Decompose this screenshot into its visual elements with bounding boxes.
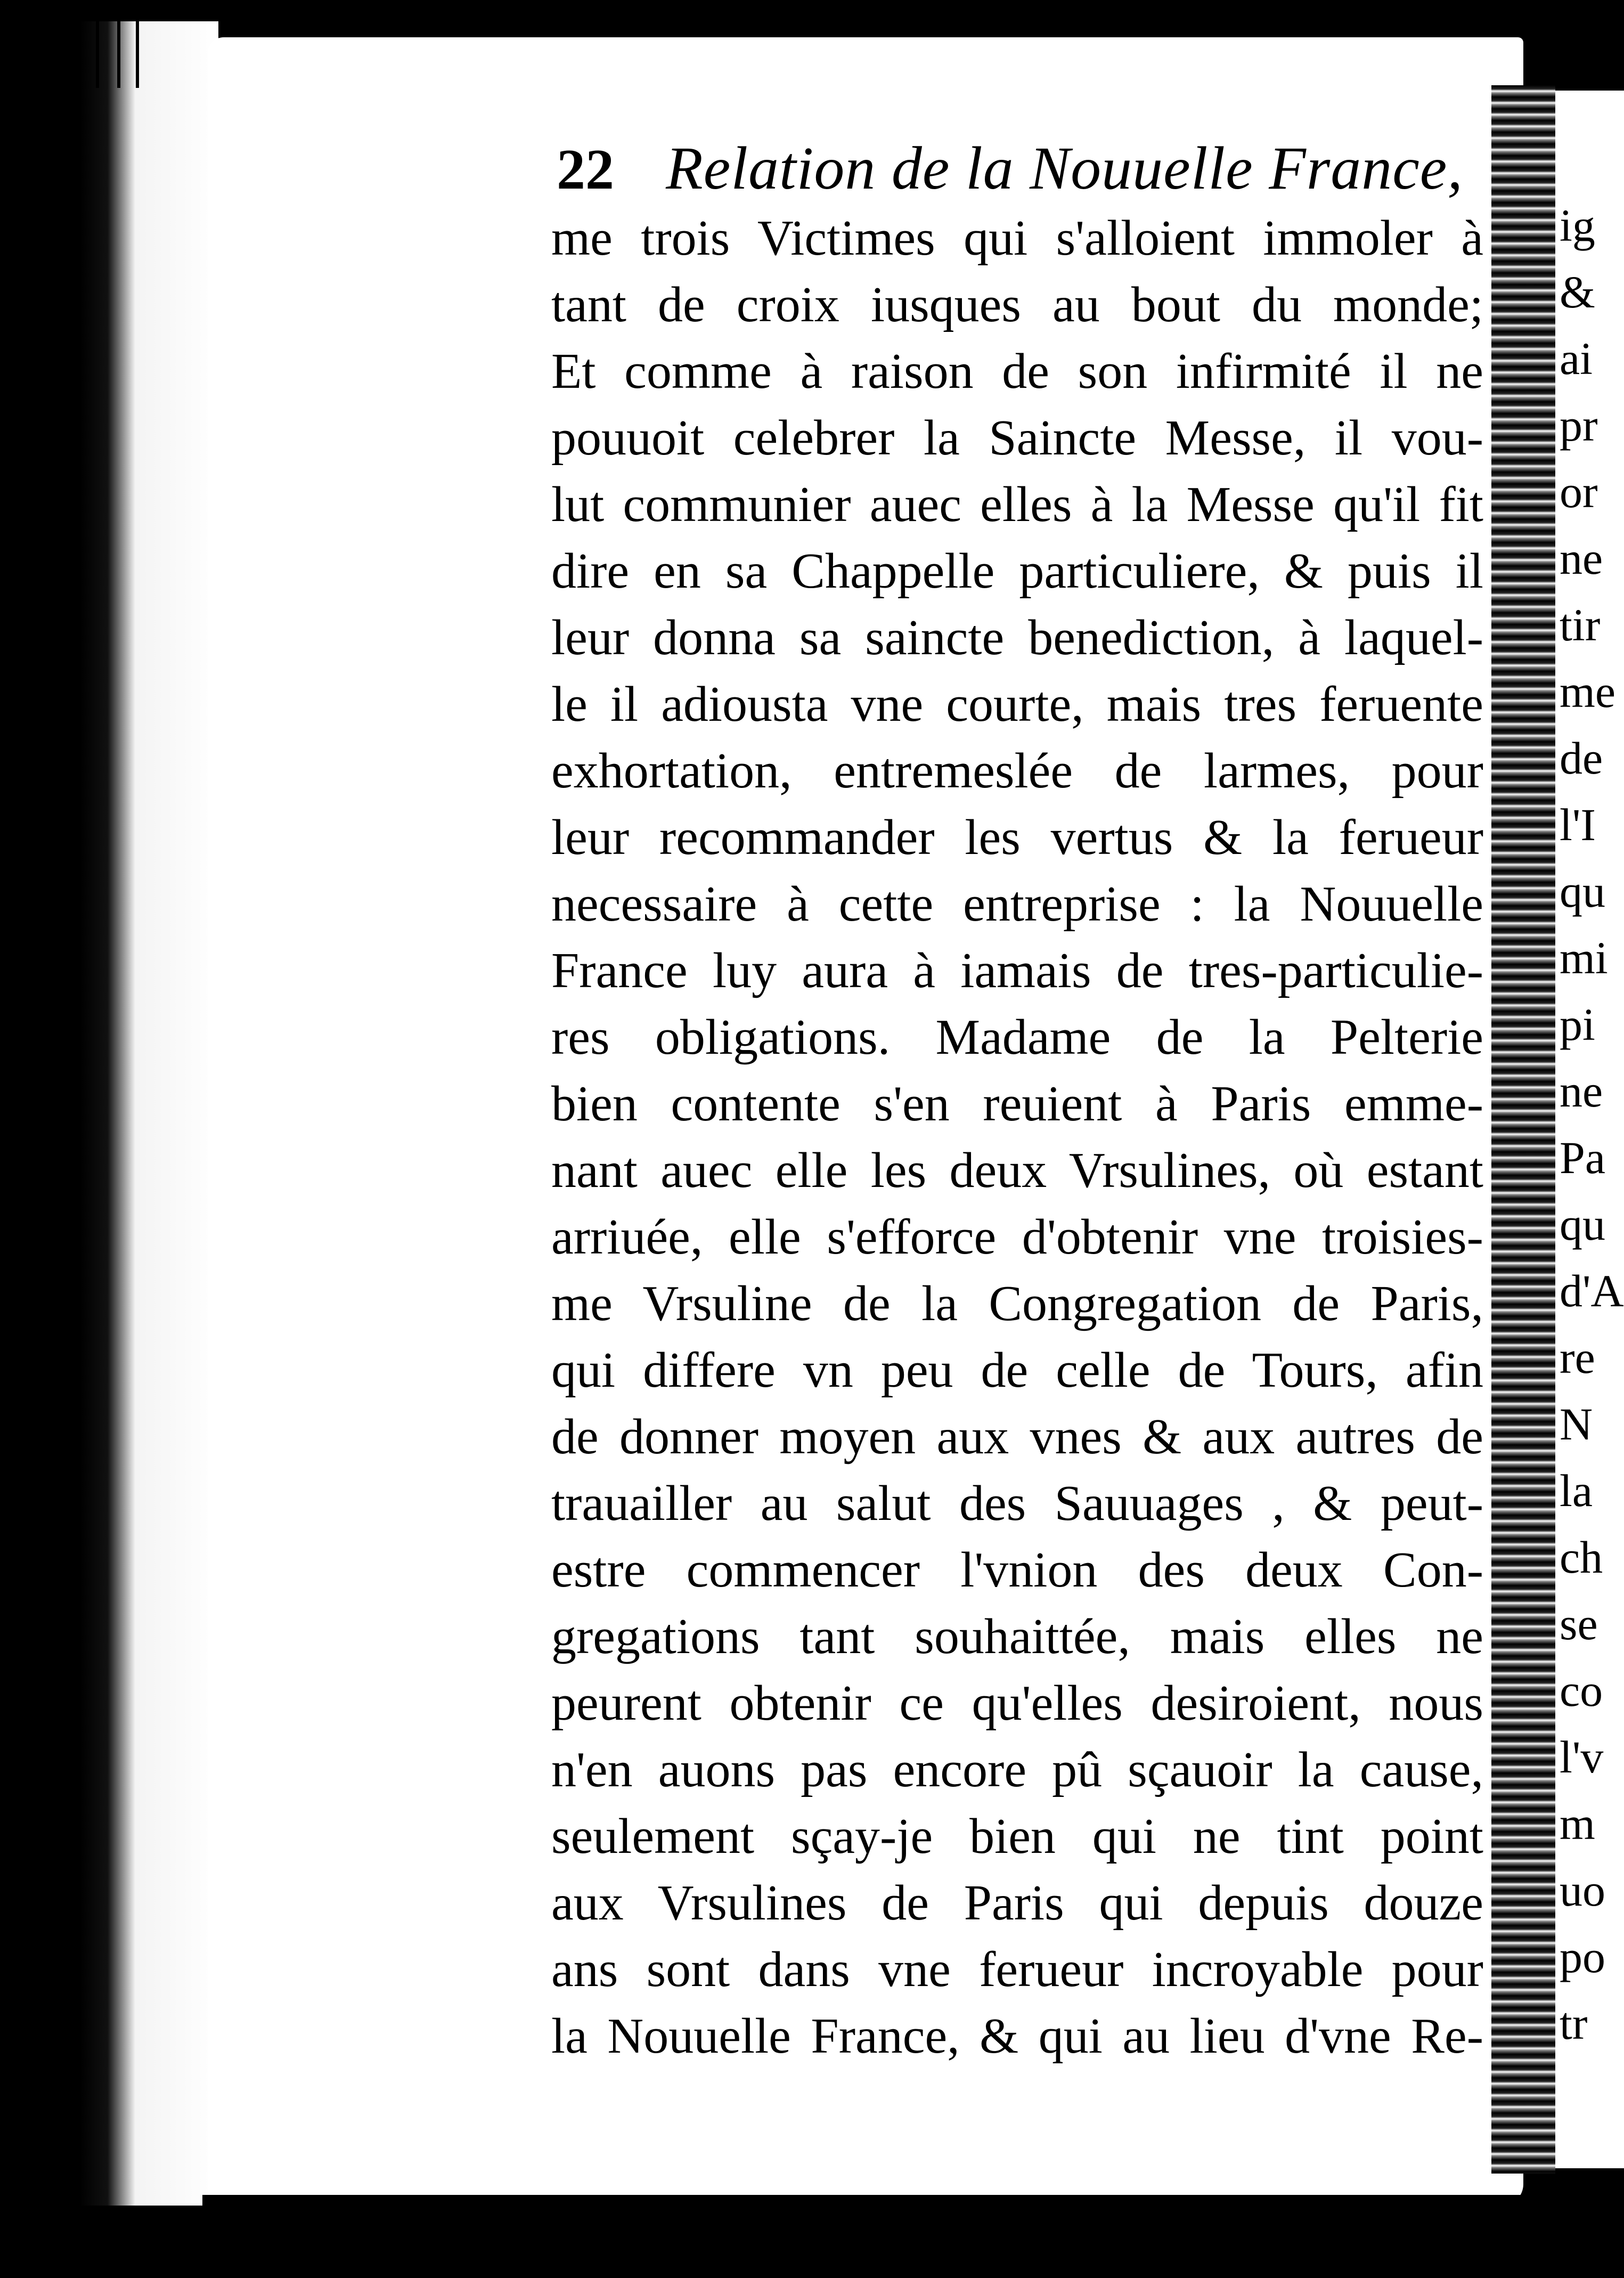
text-line: ans sont dans vne ferueur incroyable pour bbox=[551, 1942, 1483, 1997]
body-text bbox=[551, 205, 1483, 2070]
text-line: arriuée, elle s'efforce d'obtenir vne troisies- bbox=[551, 1209, 1483, 1265]
text-line: estre commencer l'vnion des deux Con- bbox=[551, 1542, 1483, 1598]
text-line: me trois Victimes qui s'alloient immoler à bbox=[551, 210, 1483, 266]
text-line: dire en sa Chappelle particuliere, & puis il bbox=[551, 543, 1483, 599]
facing-page-fragment: po bbox=[1560, 1931, 1605, 1982]
page-header bbox=[557, 133, 1462, 213]
text-line: gregations tant souhaittée, mais elles ne bbox=[551, 1609, 1483, 1664]
facing-page-fragment: Pa bbox=[1560, 1132, 1605, 1183]
text-line: necessaire à cette entreprise : la Nouuelle bbox=[551, 876, 1483, 932]
facing-page-fragment: uo bbox=[1560, 1865, 1605, 1916]
facing-page-fragment: l'I bbox=[1560, 799, 1596, 850]
gutter-shadow bbox=[1491, 85, 1555, 2174]
facing-page-fragment: ch bbox=[1560, 1532, 1603, 1583]
text-line: lut communier auec elles à la Messe qu'il fit bbox=[551, 477, 1483, 532]
facing-page-fragment: tr bbox=[1560, 1998, 1588, 2049]
page-number: 22 bbox=[557, 138, 614, 201]
text-line: me Vrsuline de la Congregation de Paris, bbox=[551, 1276, 1483, 1331]
text-line: seulement sçay-je bien qui ne tint point bbox=[551, 1809, 1483, 1864]
facing-page-fragment: se bbox=[1560, 1598, 1598, 1649]
text-line: pouuoit celebrer la Saincte Messe, il vou- bbox=[551, 410, 1483, 466]
text-line: tant de croix iusques au bout du monde; bbox=[551, 277, 1483, 332]
facing-page-fragment: N bbox=[1560, 1398, 1593, 1450]
text-line: de donner moyen aux vnes & aux autres de bbox=[551, 1409, 1483, 1465]
facing-page-fragment: l'v bbox=[1560, 1731, 1604, 1783]
text-line: exhortation, entremeslée de larmes, pour bbox=[551, 743, 1483, 799]
facing-page-fragment: de bbox=[1560, 733, 1603, 784]
text-line: res obligations. Madame de la Pelterie bbox=[551, 1010, 1483, 1065]
facing-page-fragment: ai bbox=[1560, 333, 1593, 384]
text-line: bien contente s'en reuient à Paris emme- bbox=[551, 1076, 1483, 1132]
facing-page-fragment: re bbox=[1560, 1332, 1595, 1383]
facing-page-fragment: ne bbox=[1560, 533, 1603, 584]
facing-page-fragment: or bbox=[1560, 466, 1598, 517]
text-line: leur recommander les vertus & la ferueur bbox=[551, 810, 1483, 865]
text-line: aux Vrsulines de Paris qui depuis douze bbox=[551, 1875, 1483, 1931]
facing-page-fragment: & bbox=[1560, 266, 1595, 318]
previous-leaves-edge bbox=[80, 21, 218, 2206]
facing-page-fragment: la bbox=[1560, 1465, 1593, 1516]
text-line: n'en auons pas encore pû sçauoir la cause, bbox=[551, 1742, 1483, 1797]
facing-page-fragment: d'A bbox=[1560, 1265, 1624, 1316]
facing-page-fragment: mi bbox=[1560, 932, 1608, 983]
facing-page-fragment: m bbox=[1560, 1798, 1595, 1849]
bottom-shadow bbox=[202, 2195, 1619, 2248]
running-title: Relation de la Nouuelle France, bbox=[666, 134, 1463, 202]
text-line: trauailler au salut des Sauuages , & peut- bbox=[551, 1476, 1483, 1531]
facing-page-fragment: qu bbox=[1560, 1199, 1605, 1250]
text-line: leur donna sa saincte benediction, à laquel- bbox=[551, 610, 1483, 665]
facing-page-fragment: pi bbox=[1560, 999, 1595, 1050]
text-line: peurent obtenir ce qu'elles desiroient, nous bbox=[551, 1675, 1483, 1731]
text-line: la Nouuelle France, & qui au lieu d'vne Re- bbox=[551, 2008, 1483, 2064]
facing-page-fragment: pr bbox=[1560, 400, 1598, 451]
facing-page-fragment: qu bbox=[1560, 866, 1605, 917]
facing-page-fragment: me bbox=[1560, 666, 1616, 717]
text-line: France luy aura à iamais de tres-particulie- bbox=[551, 943, 1483, 998]
text-line: Et comme à raison de son infirmité il ne bbox=[551, 344, 1483, 399]
text-line: le il adiousta vne courte, mais tres feruente bbox=[551, 677, 1483, 732]
text-line: nant auec elle les deux Vrsulines, où estant bbox=[551, 1143, 1483, 1198]
facing-page-fragment: ig bbox=[1560, 200, 1595, 251]
facing-page-fragment: tir bbox=[1560, 599, 1601, 650]
text-line: qui differe vn peu de celle de Tours, afin bbox=[551, 1343, 1483, 1398]
facing-page-fragment: ne bbox=[1560, 1065, 1603, 1117]
facing-page-fragment: co bbox=[1560, 1665, 1603, 1716]
facing-page-strip bbox=[1555, 91, 1624, 2168]
